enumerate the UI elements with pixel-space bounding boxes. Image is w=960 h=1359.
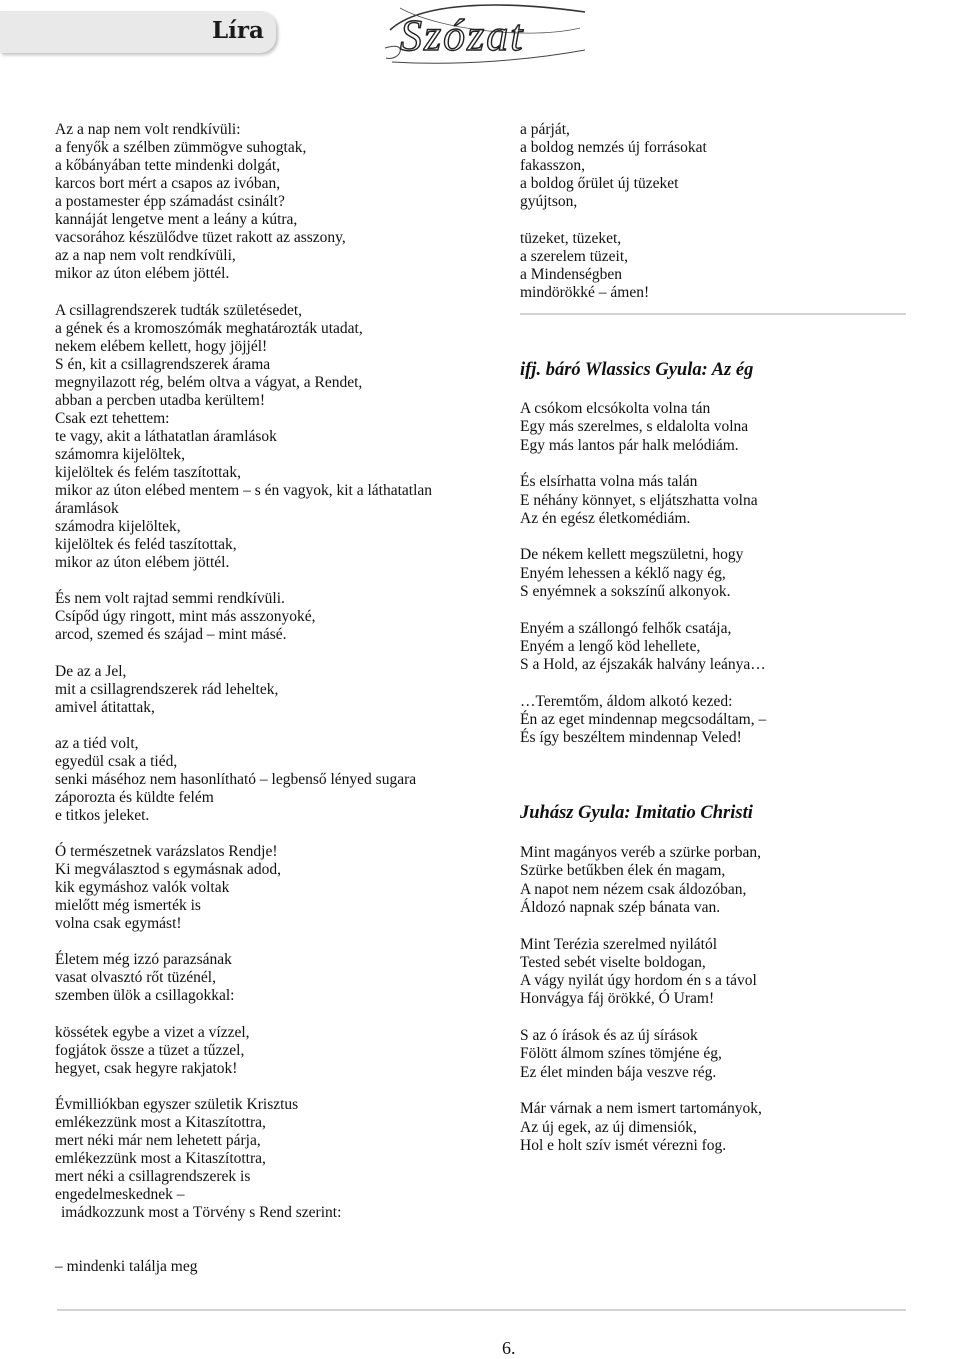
poem-line: Én az eget mindennap megcsodáltam, – <box>520 711 767 729</box>
poem-line: S a Hold, az éjszakák halvány leánya… <box>520 656 766 674</box>
poem-line: a kőbányában tette mindenki dolgát, <box>55 157 281 175</box>
poem-line: senki máséhoz nem hasonlítható – legbenső lényed sugara <box>55 770 417 788</box>
poem-line: Az én egész életkomédiám. <box>520 509 691 527</box>
poem-line: Ó természetnek varázslatos Rendje! <box>55 843 278 860</box>
poem-line: amivel átitattak, <box>55 698 155 716</box>
poem-line: kik egymáshoz valók voltak <box>55 879 230 897</box>
poem-line: a boldog nemzés új forrásokat <box>520 139 707 157</box>
poem-line: gyújtson, <box>520 193 578 211</box>
poem-line: – mindenki találja meg <box>55 1258 198 1276</box>
poem-line: E néhány könnyet, s eljátszhatta volna <box>520 491 758 509</box>
poem-line: szemben ülök a csillagokkal: <box>55 987 235 1005</box>
poem-line: mielőtt még ismerték is <box>55 897 201 915</box>
poem-line: arcod, szemed és szájad – mint másé. <box>55 626 287 644</box>
poem-line: fogjátok össze a tüzet a tűzzel, <box>55 1041 245 1059</box>
poem-line: a fenyők a szélben zümmögve suhogtak, <box>55 139 307 157</box>
poem-title: Juhász Gyula: Imitatio Christi <box>520 803 753 823</box>
poem-line: Ki megválasztod s egymásnak adod, <box>55 861 281 879</box>
poem-line: Tested sebét viselte boldogan, <box>520 953 706 971</box>
poem-line: Áldozó napnak szép bánata van. <box>520 898 721 916</box>
divider-rule <box>520 313 906 315</box>
poem-line: egyedül csak a tiéd, <box>55 752 178 770</box>
logo-text: Szózat <box>400 11 525 60</box>
poem-line: S az ó írások és az új sírások <box>520 1027 698 1044</box>
poem-line: Csípőd úgy ringott, mint más asszonyoké, <box>55 608 316 626</box>
poem-line: S én, kit a csillagrendszerek árama <box>55 355 271 373</box>
poem-line: a párját, <box>520 121 570 138</box>
poem-line: számodra kijelöltek, <box>55 518 181 536</box>
poem-line: emlékezzünk most a Kitaszítottra, <box>55 1149 266 1167</box>
poem-line: vacsorához készülődve tüzet rakott az asszony, <box>55 229 346 247</box>
poem-line: abban a percben utadba kerültem! <box>55 391 266 409</box>
poem-line: a gének és a kromoszómák meghatározták utadat, <box>55 319 363 337</box>
poem-line: mindörökké – ámen! <box>520 283 650 301</box>
poem-line: az a nap nem volt rendkívüli, <box>55 247 236 265</box>
poem-line: karcos bort mért a csapos az ivóban, <box>55 175 281 193</box>
poem-line: nekem elébem kellett, hogy jöjjél! <box>55 337 268 355</box>
poem-line: De nékem kellett megszületni, hogy <box>520 546 744 564</box>
poem-line: Mint magányos veréb a szürke porban, <box>520 844 762 861</box>
poem-line: És nem volt rajtad semmi rendkívüli. <box>55 590 285 608</box>
poem-line: Csak ezt tehettem: <box>55 409 170 427</box>
poem-line: kannáját lengetve ment a leány a kútra, <box>55 211 298 229</box>
poem-line: Az a nap nem volt rendkívüli: <box>55 121 241 138</box>
poem-line: Enyém lehessen a kéklő nagy ég, <box>520 564 726 582</box>
poem-line: …Teremtőm, áldom alkotó kezed: <box>520 692 733 710</box>
poem-line: Mint Terézia szerelmed nyilától <box>520 935 718 953</box>
poem-line: a szerelem tüzeit, <box>520 247 629 265</box>
poem-line: És így beszéltem mindennap Veled! <box>520 729 742 747</box>
poem-line: Az új egek, az új dimensiók, <box>520 1118 697 1136</box>
poem-line: kössétek egybe a vizet a vízzel, <box>55 1023 250 1041</box>
poem-line: Fölött álmom színes tömjéne ég, <box>520 1045 722 1063</box>
poem-line: kijelöltek és felém taszítottak, <box>55 463 241 481</box>
poem-title: ifj. báró Wlassics Gyula: Az ég <box>520 360 754 380</box>
poem-line: Szürke betűkben élek én magam, <box>520 862 726 880</box>
poem-line: az a tiéd volt, <box>55 734 139 752</box>
poem-line: Egy más szerelmes, s eldalolta volna <box>520 418 749 436</box>
poem-line: mert néki a csillagrendszerek is <box>55 1167 251 1185</box>
poem-line: e titkos jeleket. <box>55 806 150 824</box>
poem-line: kijelöltek és feléd taszítottak, <box>55 536 237 554</box>
poem-line: Enyém a szállongó felhők csatája, <box>520 619 732 637</box>
poem-line: fakasszon, <box>520 157 585 175</box>
poem-line: a Mindenségben <box>520 265 623 283</box>
poem-line: áramlások <box>55 500 119 518</box>
poem-line: megnyilazott rég, belém oltva a vágyat, a Rendet, <box>55 373 363 391</box>
poem-line: tüzeket, tüzeket, <box>520 229 622 247</box>
poem-line: Már várnak a nem ismert tartományok, <box>520 1100 762 1118</box>
poem-line: te vagy, akit a láthatatlan áramlások <box>55 427 277 445</box>
poem-line: mit a csillagrendszerek rád leheltek, <box>55 680 279 698</box>
poem-line: mert néki már nem lehetett párja, <box>55 1131 261 1149</box>
poem-line: számomra kijelöltek, <box>55 445 185 463</box>
poem-line: vasat olvasztó rőt tüzénél, <box>55 969 216 987</box>
poem-line: És elsírhatta volna más talán <box>520 473 698 491</box>
szozat-logo <box>380 0 590 68</box>
section-label: Líra <box>212 17 264 44</box>
poem-line: Honvágya fáj örökké, Ó Uram! <box>520 990 715 1008</box>
poem-line: A vágy nyilát úgy hordom én s a távol <box>520 972 757 990</box>
poem-line: mikor az úton elébed mentem – s én vagyok, kit a láthatatlan <box>55 482 433 499</box>
poem-line: A csókom elcsókolta volna tán <box>520 400 711 417</box>
poem-line: engedelmeskednek – <box>55 1185 185 1203</box>
poem-line: Életem még izzó parazsának <box>55 951 232 969</box>
poem-line: a postamester épp számadást csinált? <box>55 193 285 211</box>
poem-line: A napot nem nézem csak áldozóban, <box>520 880 747 898</box>
poem-line: Évmilliókban egyszer születik Krisztus <box>55 1095 299 1113</box>
poem-line: imádkozzunk most a Törvény s Rend szerint: <box>61 1204 342 1221</box>
poem-line: volna csak egymást! <box>55 915 182 933</box>
poem-line: Hol e holt szív ismét vérezni fog. <box>520 1136 727 1154</box>
page-number: 6. <box>502 1338 516 1358</box>
poem-line: a boldog őrület új tüzeket <box>520 175 679 193</box>
poem-line: Enyém a lengő köd lehellete, <box>520 637 701 655</box>
poem-line: A csillagrendszerek tudták születésedet, <box>55 301 303 319</box>
poem-line: hegyet, csak hegyre rakjatok! <box>55 1059 238 1077</box>
poem-line: Egy más lantos pár halk melódiám. <box>520 436 739 454</box>
poem-line: De az a Jel, <box>55 662 127 680</box>
footer-rule <box>57 1309 906 1311</box>
poem-line: Ez élet minden bája veszve rég. <box>520 1063 717 1081</box>
poem-line: mikor az úton elébem jöttél. <box>55 265 230 283</box>
poem-line: mikor az úton elébem jöttél. <box>55 554 230 572</box>
poem-line: emlékezzünk most a Kitaszítottra, <box>55 1113 266 1131</box>
poem-line: záporozta és küldte felém <box>55 788 214 806</box>
poem-line: S enyémnek a sokszínű alkonyok. <box>520 583 731 600</box>
